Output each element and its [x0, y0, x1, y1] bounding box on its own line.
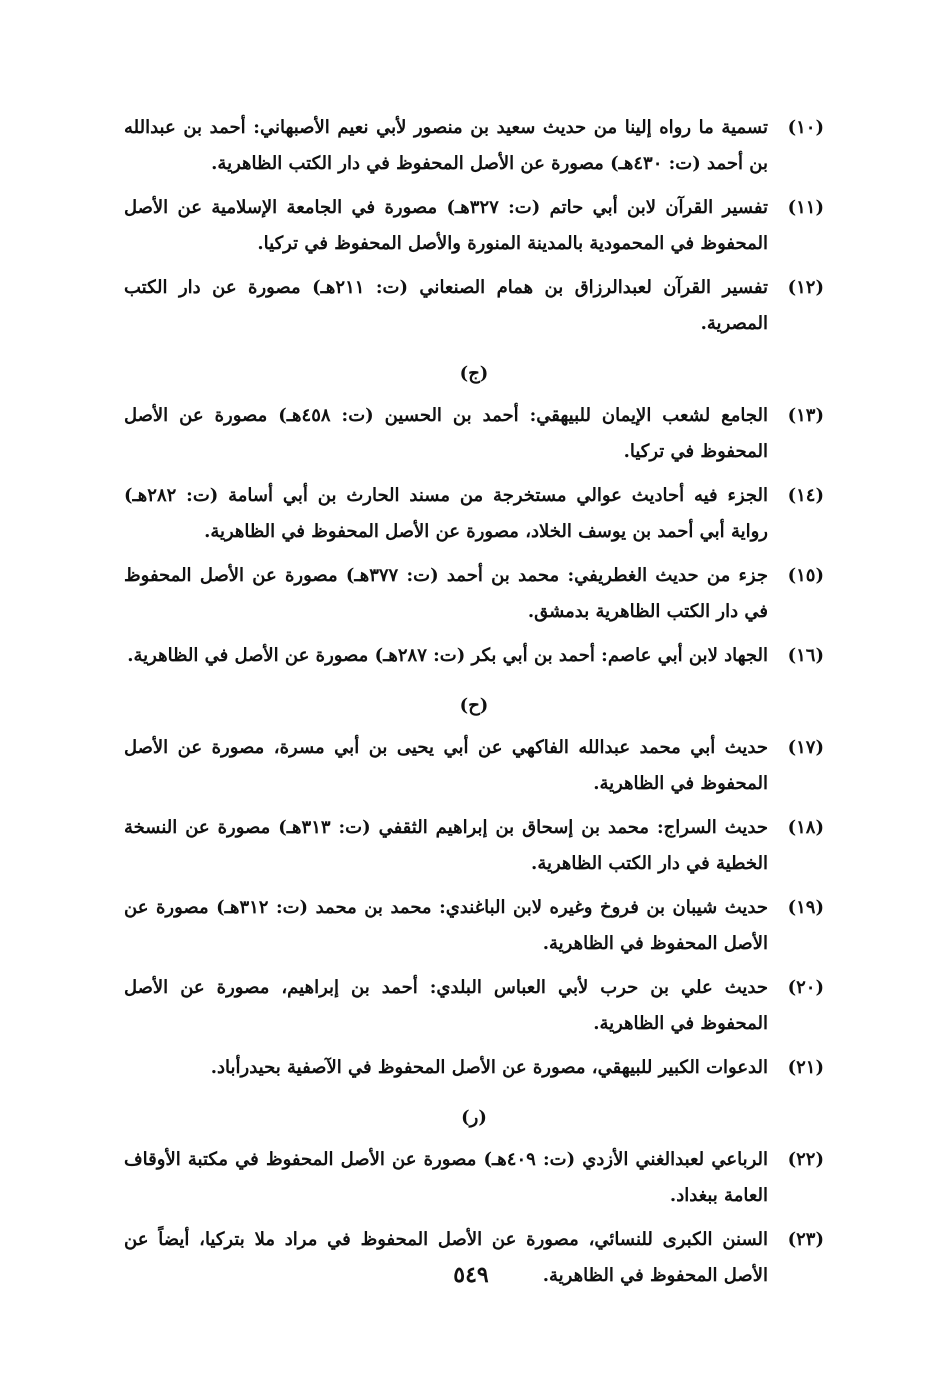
section-heading-ra: (ر)	[461, 1107, 487, 1128]
entry-text: حديث السراج: محمد بن إسحاق بن إبراهيم الثقفي (ت: ٣١٣هـ) مصورة عن النسخة الخطية في دار الكتب الظاهرية.	[124, 817, 768, 874]
entry-14	[124, 478, 824, 550]
entry-number: (٢٢)	[787, 1149, 824, 1170]
section-heading-ha: (ح)	[459, 695, 489, 716]
bibliography-list	[124, 110, 824, 1302]
entry-number: (١٣)	[787, 405, 824, 426]
entry-22	[124, 1142, 824, 1214]
entry-text: الجزء فيه أحاديث عوالي مستخرجة من مسند الحارث بن أبي أسامة (ت: ٢٨٢هـ) رواية أبي أحمد بن يوسف الخلاد، مصورة عن الأصل المحفوظ في الظاهرية.	[124, 485, 768, 542]
entry-number: (١٦)	[787, 645, 824, 666]
entry-number: (٢٣)	[787, 1229, 824, 1250]
entry-text: الجهاد لابن أبي عاصم: أحمد بن أبي بكر (ت: ٢٨٧هـ) مصورة عن الأصل في الظاهرية.	[127, 645, 768, 666]
entry-text: تسمية ما رواه إلينا من حديث سعيد بن منصور لأبي نعيم الأصبهاني: أحمد بن عبدالله بن أحمد (ت: ٤٣٠هـ) مصورة عن الأصل المحفوظ في دار الكتب الظاهرية.	[124, 117, 768, 174]
entry-number: (١٤)	[787, 485, 824, 506]
entry-13	[124, 398, 824, 470]
entry-number: (٢١)	[787, 1057, 824, 1078]
entry-18	[124, 810, 824, 882]
entry-10	[124, 110, 824, 182]
entry-15	[124, 558, 824, 630]
entry-number: (١٨)	[787, 817, 824, 838]
entry-text: تفسير القرآن لابن أبي حاتم (ت: ٣٢٧هـ) مصورة في الجامعة الإسلامية عن الأصل المحفوظ في المحمودية بالمدينة المنورة والأصل المحفوظ في تركيا.	[124, 197, 768, 254]
entry-text: الجامع لشعب الإيمان للبيهقي: أحمد بن الحسين (ت: ٤٥٨هـ) مصورة عن الأصل المحفوظ في تركيا.	[124, 405, 768, 462]
entry-12	[124, 270, 824, 342]
entry-number: (٢٠)	[787, 977, 824, 998]
entry-19	[124, 890, 824, 962]
entry-text: تفسير القرآن لعبدالرزاق بن همام الصنعاني (ت: ٢١١هـ) مصورة عن دار الكتب المصرية.	[124, 277, 768, 334]
entry-20	[124, 970, 824, 1042]
page-number: ٥٤٩	[453, 1262, 489, 1288]
entry-text: حديث علي بن حرب لأبي العباس البلدي: أحمد بن إبراهيم، مصورة عن الأصل المحفوظ في الظاهرية.	[124, 977, 768, 1034]
entry-text: الرباعي لعبدالغني الأزدي (ت: ٤٠٩هـ) مصورة عن الأصل المحفوظ في مكتبة الأوقاف العامة ببغداد.	[124, 1149, 768, 1206]
entry-number: (١٠)	[787, 117, 824, 138]
entry-number: (١٢)	[787, 277, 824, 298]
entry-number: (١٥)	[787, 565, 824, 586]
section-heading-jim: (ج)	[459, 363, 489, 384]
entry-17	[124, 730, 824, 802]
entry-number: (١٩)	[787, 897, 824, 918]
entry-text: حديث شيبان بن فروخ وغيره لابن الباغندي: محمد بن محمد (ت: ٣١٢هـ) مصورة عن الأصل المحفوظ في الظاهرية.	[124, 897, 768, 954]
entry-text: السنن الكبرى للنسائي، مصورة عن الأصل المحفوظ في مراد ملا بتركيا، أيضاً عن الأصل المحفوظ في الظاهرية.	[124, 1229, 768, 1286]
entry-16	[124, 638, 824, 674]
entry-11	[124, 190, 824, 262]
entry-number: (١٧)	[787, 737, 824, 758]
entry-21	[124, 1050, 824, 1086]
entry-text: الدعوات الكبير للبيهقي، مصورة عن الأصل المحفوظ في الآصفية بحيدرأباد.	[210, 1057, 768, 1078]
entry-text: حديث أبي محمد عبدالله الفاكهي عن أبي يحيى بن أبي مسرة، مصورة عن الأصل المحفوظ في الظاهرية.	[124, 737, 768, 794]
entry-number: (١١)	[787, 197, 824, 218]
entry-text: جزء من حديث الغطريفي: محمد بن أحمد (ت: ٣٧٧هـ) مصورة عن الأصل المحفوظ في دار الكتب الظاهرية بدمشق.	[124, 565, 768, 622]
